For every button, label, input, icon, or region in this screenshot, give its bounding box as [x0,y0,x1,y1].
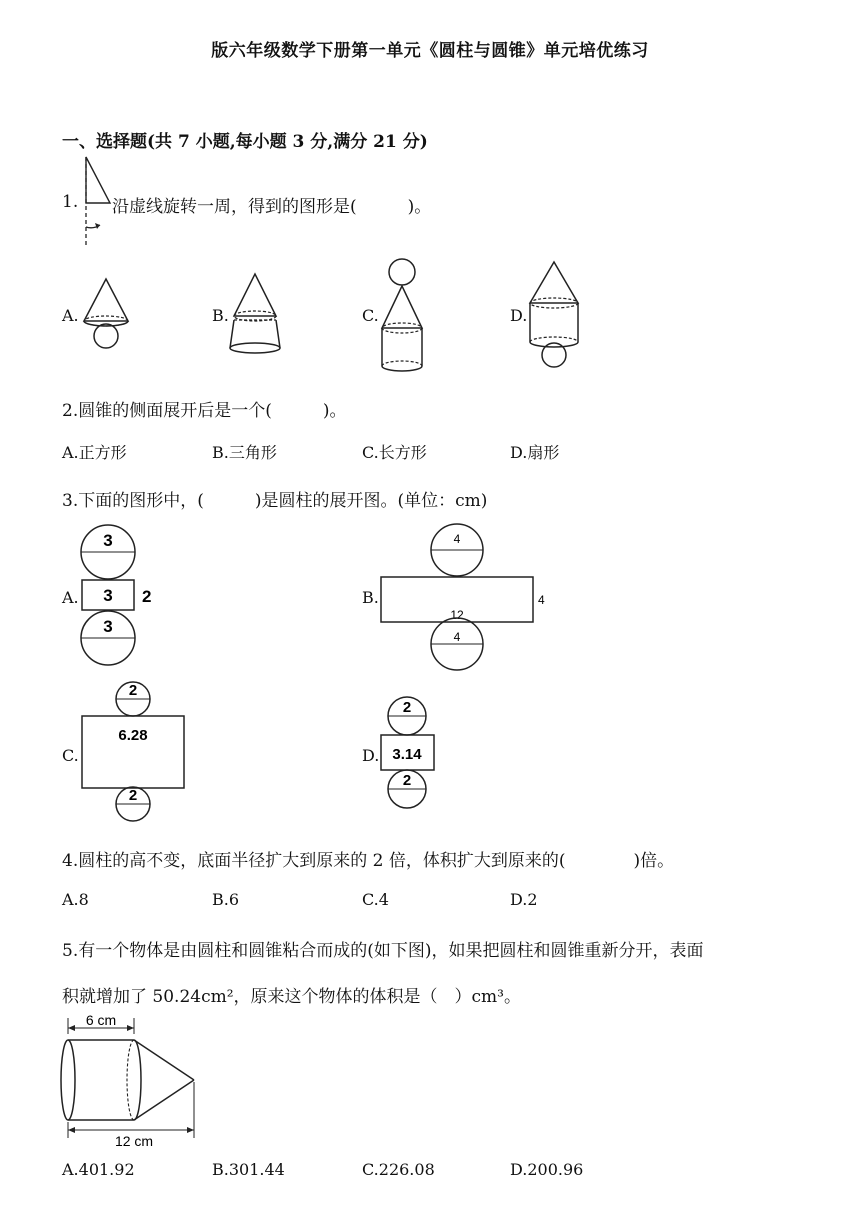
q4-option-a[interactable]: A.8 [62,890,89,909]
q2-text: 2.圆锥的侧面展开后是一个( )。 [62,401,347,421]
q5-option-a[interactable]: A.401.92 [62,1160,135,1179]
q5-option-c[interactable]: C.226.08 [362,1160,435,1179]
q5-option-d[interactable]: D.200.96 [510,1160,584,1179]
q3-option-c[interactable]: C. [62,746,79,765]
q1-option-c[interactable]: C. [362,306,379,325]
q3-option-b[interactable]: B. [362,588,379,607]
q3c-top-label: 2 [128,682,138,699]
q5-cylinder-cone-figure [58,1010,208,1152]
q3-net-c [78,680,198,824]
q3-net-a [78,524,168,670]
q3c-rect-label: 6.28 [118,727,148,744]
q3b-bottom-label: 4 [453,630,461,644]
q3c-bottom-label: 2 [128,787,138,804]
q1-text: 沿虚线旋转一周，得到的图形是( )。 [112,197,432,217]
q1-number: 1. [62,192,79,212]
q2-option-a[interactable]: A.正方形 [62,443,127,462]
q1-option-a[interactable]: A. [62,306,79,325]
q1-figure-c [378,256,438,376]
q3-net-d [378,696,448,812]
q5-top-dimension-label: 6 cm [85,1012,117,1028]
q3a-top-label: 3 [103,531,113,550]
q3a-bottom-label: 3 [103,617,113,636]
q4-text: 4.圆柱的高不变，底面半径扩大到原来的 2 倍，体积扩大到原来的( )倍。 [62,851,675,871]
q1-figure-b [228,270,288,355]
q4-option-c[interactable]: C.4 [362,890,389,909]
q2-option-b[interactable]: B.三角形 [212,443,277,462]
q3d-bottom-label: 2 [402,772,412,789]
document-title: 版六年级数学下册第一单元《圆柱与圆锥》单元培优练习 [211,41,649,61]
q3b-top-label: 4 [453,532,461,546]
q5-text-line2: 积就增加了 50.24cm²，原来这个物体的体积是（ ）cm³。 [62,987,521,1007]
q3-option-a[interactable]: A. [62,588,79,607]
q4-option-b[interactable]: B.6 [212,890,240,909]
q3-text: 3.下面的图形中，( )是圆柱的展开图。(单位：cm) [62,491,488,511]
q5-bottom-dimension-label: 12 cm [114,1133,154,1149]
q4-option-d[interactable]: D.2 [510,890,538,909]
q5-text-line1: 5.有一个物体是由圆柱和圆锥粘合而成的(如下图)，如果把圆柱和圆锥重新分开，表面 [62,941,704,961]
q1-option-b[interactable]: B. [212,306,229,325]
q2-option-d[interactable]: D.扇形 [510,443,560,462]
q3d-top-label: 2 [402,699,412,716]
section-heading: 一、选择题(共 7 小题,每小题 3 分,满分 21 分) [62,132,428,152]
q5-option-b[interactable]: B.301.44 [212,1160,285,1179]
q3-option-d[interactable]: D. [362,746,380,765]
q3b-length-label: 12 [450,608,464,622]
q1-option-d[interactable]: D. [510,306,528,325]
q2-option-c[interactable]: C.长方形 [362,443,427,462]
q3a-side-label: 2 [142,587,152,606]
q1-figure-a [78,275,138,355]
q1-figure-d [526,258,586,370]
q3b-side-label: 4 [538,593,545,607]
q3a-rect-label: 3 [103,586,113,605]
q3-net-b [378,522,558,674]
q3d-rect-label: 3.14 [392,746,422,763]
